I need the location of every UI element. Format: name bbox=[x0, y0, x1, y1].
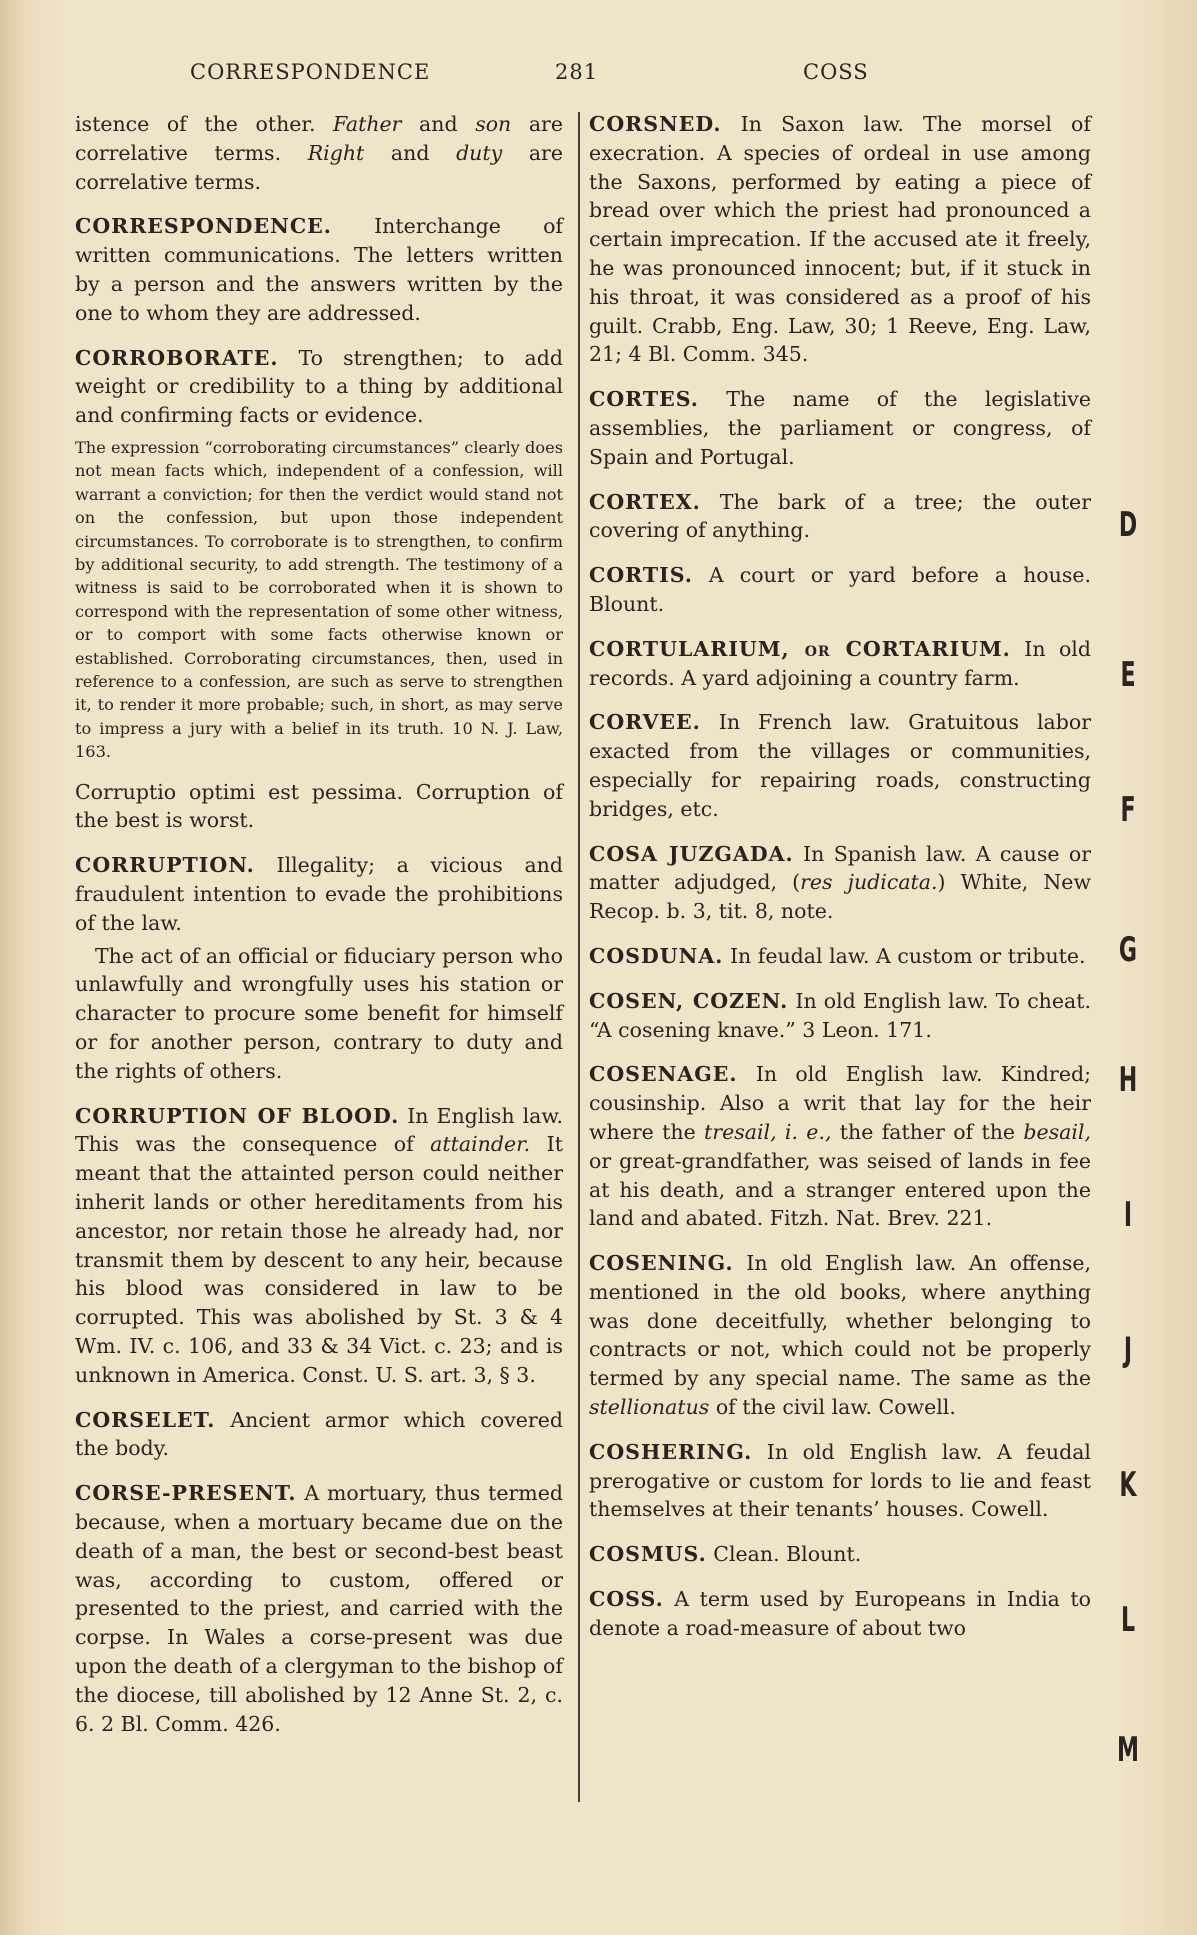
entry-italic: Right bbox=[307, 140, 365, 165]
entry-cortularium bbox=[589, 635, 1091, 693]
entry-definition: In French law. Gratuitous labor exacted from the villages or communities, especially for repairing roads, constructing bridges, etc. bbox=[589, 710, 1091, 821]
entry-definition: A mortuary, thus termed because, when a mortuary became due on the death of a man, the best or second-best beast was, according to custom, offered or presented to the priest, and carried with the corpse. In Wales a corse-present was due upon the death of a clergyman to the bishop of the diocese, till abolished by 12 Anne St. 2, c. 6. 2 Bl. Comm. 426. bbox=[75, 1481, 563, 1736]
entry-headword: CORROBORATE. bbox=[75, 345, 279, 370]
running-head-right: COSS bbox=[803, 60, 869, 84]
running-head bbox=[0, 60, 1197, 90]
entry-text: It meant that the attainted person could neither inherit lands or other hereditaments from his ancestor, nor retain those he already had, nor transmit them by descent to any heir, because his blood was considered in law to be corrupted. This was abolished by St. 3 & 4 Wm. IV. c. 106, and 33 & 34 Vict. c. 23; and is unknown in America. Const. U. S. art. 3, § 3. bbox=[75, 1132, 564, 1387]
entry-definition: To strengthen; to add weight or credibility to a thing by additional and confirming facts or evidence. bbox=[75, 345, 563, 428]
entry-italic: son bbox=[475, 112, 512, 136]
entry-cosduna bbox=[589, 942, 1091, 971]
thumb-tab-e[interactable]: E bbox=[1120, 655, 1136, 695]
entry-headword: COSMUS. bbox=[589, 1542, 707, 1567]
left-column bbox=[75, 110, 563, 1754]
page-number: 281 bbox=[555, 60, 599, 84]
entry-italic: besail, bbox=[1023, 1119, 1092, 1144]
thumb-tab-h[interactable]: H bbox=[1118, 1060, 1138, 1100]
entry-headword: CORTEX. bbox=[589, 489, 701, 514]
entry-definition: In feudal law. A custom or tribute. bbox=[723, 943, 1086, 968]
entry-headword: COSENAGE. bbox=[589, 1062, 738, 1087]
entry-definition: Clean. Blount. bbox=[706, 1542, 862, 1567]
entry-cosa-juzgada bbox=[589, 840, 1091, 926]
entry-headword: CORRUPTION. bbox=[75, 853, 255, 878]
entry-headword: COSS. bbox=[589, 1587, 664, 1612]
entry-text: istence of the other. bbox=[75, 112, 334, 136]
entry-definition: In old English law. A feudal prerogative or custom for lords to lie and feast themselves at their tenants’ houses. Cowell. bbox=[589, 1439, 1091, 1522]
entry-cosen bbox=[589, 987, 1091, 1045]
entry-corvee bbox=[589, 708, 1091, 823]
entry-corse-present bbox=[75, 1479, 563, 1738]
entry-definition: In old records. A yard adjoining a country farm. bbox=[589, 636, 1091, 690]
entry-headword: COSENING. bbox=[589, 1251, 734, 1276]
entry-headword: COSA JUZGADA. bbox=[589, 841, 794, 866]
entry-note: The expression “corroborating circumstances” clearly does not mean facts which, independent of a confession, will warrant a conviction; for then the verdict would stand not on the confession, but upon those independent circumstances. To corroborate is to strengthen, to confirm by additional security, to add strength. The testimony of a witness is said to be corroborated when it is shown to correspond with the representation of some other witness, or to comport with some facts otherwise known or established. Corroborating circumstances, then, used in reference to a confession, are such as serve to strengthen it, to render it more probable; such, in short, as may serve to impress a jury with a belief in its truth. 10 N. J. Law, 163. bbox=[75, 437, 563, 762]
entry-corroborate bbox=[75, 344, 563, 430]
entry-headword: COSDUNA. bbox=[589, 943, 724, 968]
entry-definition: In old English law. To cheat. “A cosening knave.” 3 Leon. 171. bbox=[589, 988, 1091, 1042]
entry-text: or great-grandfather, was seised of lands in fee at his death, and a stranger entered upon the land and abated. Fitzh. Nat. Brev. 221. bbox=[589, 1148, 1091, 1231]
entry-corruption bbox=[75, 851, 563, 937]
entry-headword: CORSELET. bbox=[75, 1407, 216, 1432]
entry-headword: COSHERING. bbox=[589, 1439, 753, 1464]
entry-corruptio bbox=[75, 778, 563, 836]
entry-headword: CORTIS. bbox=[589, 563, 693, 588]
entry-corruption-of-blood bbox=[75, 1102, 563, 1390]
entry-definition: A court or yard before a house. Blount. bbox=[589, 563, 1091, 616]
entry-text: In Spanish law. A cause or matter adjudged, ( bbox=[589, 841, 1091, 895]
entry-headword: COSEN, COZEN. bbox=[589, 988, 789, 1013]
entry-italic: attainder. bbox=[430, 1132, 531, 1157]
entry-definition: In Saxon law. The morsel of execration. A species of ordeal in use among the Saxons, performed by eating a piece of bread over which the priest had pronounced a certain imprecation. If the accused ate it freely, he was pronounced innocent; but, if it stuck in his throat, it was considered as a proof of his guilt. Crabb, Eng. Law, 30; 1 Reeve, Eng. Law, 21; 4 Bl. Comm. 345. bbox=[589, 112, 1091, 367]
entry-corselet bbox=[75, 1406, 563, 1464]
entry-headword: CORRESPONDENCE. bbox=[75, 214, 332, 239]
entry-coss bbox=[589, 1585, 1091, 1643]
entry-definition: The bark of a tree; the outer covering of anything. bbox=[589, 489, 1091, 543]
entry-definition: Interchange of written communications. The letters written by a person and the answers written by the one to whom they are addressed. bbox=[75, 214, 563, 325]
entry-text: In old English law. An offense, mentioned in the old books, where anything was done deceitfully, whether belonging to contracts or not, which could not be properly termed by any special name. The same as the bbox=[589, 1251, 1091, 1391]
entry-cortis bbox=[589, 561, 1091, 619]
entry-cosening bbox=[589, 1249, 1091, 1422]
entry-continuation bbox=[75, 110, 563, 196]
entry-text: are correlative terms. bbox=[75, 140, 563, 194]
entry-headword: CORRUPTION OF BLOOD. bbox=[75, 1103, 400, 1128]
entry-definition: The name of the legislative assemblies, the parliament or congress, of Spain and Portugal. bbox=[589, 387, 1091, 469]
entry-text: In English law. This was the consequence of bbox=[75, 1103, 563, 1157]
thumb-tab-g[interactable]: G bbox=[1118, 930, 1138, 970]
thumb-tab-f[interactable]: F bbox=[1120, 790, 1136, 830]
thumb-tab-d[interactable]: D bbox=[1118, 505, 1138, 545]
right-column bbox=[589, 110, 1091, 1659]
entry-text: ) White, New Recop. b. 3, tit. 8, note. bbox=[589, 870, 1091, 924]
entry-italic: tresail, i. e., bbox=[704, 1119, 832, 1144]
entry-headword: CORTULARIUM, or CORTARIUM. bbox=[589, 636, 1011, 661]
entry-coshering bbox=[589, 1438, 1091, 1524]
entry-correspondence bbox=[75, 212, 563, 327]
entry-cosenage bbox=[589, 1060, 1091, 1233]
thumb-tab-i[interactable]: I bbox=[1123, 1195, 1133, 1235]
entry-headword: CORSE-PRESENT. bbox=[75, 1481, 297, 1506]
entry-definition: Illegality; a vicious and fraudulent intention to evade the prohibitions of the law. bbox=[75, 853, 563, 935]
entry-corsned bbox=[589, 110, 1091, 369]
entry-headword: CORSNED. bbox=[589, 112, 722, 136]
entry-italic: Father bbox=[333, 112, 402, 136]
entry-text: and bbox=[364, 140, 457, 165]
entry-italic: res judicata. bbox=[800, 870, 938, 895]
entry-headword: CORVEE. bbox=[589, 710, 701, 735]
entry-text: of the civil law. Cowell. bbox=[709, 1395, 956, 1420]
entry-maxim: Corruptio optimi est pessima. bbox=[75, 779, 403, 804]
entry-cosmus bbox=[589, 1540, 1091, 1569]
entry-cortex bbox=[589, 488, 1091, 546]
entry-definition: Corruption of the best is worst. bbox=[75, 779, 563, 833]
entry-definition: A term used by Europeans in India to denote a road-measure of about two bbox=[589, 1587, 1091, 1640]
entry-text: and bbox=[401, 112, 476, 136]
thumb-tab-m[interactable]: M bbox=[1117, 1730, 1139, 1770]
thumb-tab-l[interactable]: L bbox=[1120, 1600, 1136, 1640]
entry-text: the father of the bbox=[831, 1119, 1024, 1144]
entry-italic: stellionatus bbox=[589, 1395, 710, 1420]
entry-headword: CORTES. bbox=[589, 387, 699, 412]
entry-cortes bbox=[589, 385, 1091, 471]
column-divider bbox=[578, 112, 580, 1802]
entry-italic: duty bbox=[456, 140, 503, 165]
entry-text: are correlative terms. bbox=[75, 112, 563, 165]
entry-corruption-cont: The act of an official or fiduciary person who unlawfully and wrongfully uses his station or character to procure some benefit for himself or for another person, contrary to duty and the rights of others. bbox=[75, 943, 563, 1083]
thumb-tab-j[interactable]: J bbox=[1123, 1330, 1133, 1370]
running-head-left: CORRESPONDENCE bbox=[190, 60, 431, 84]
thumb-tab-k[interactable]: K bbox=[1119, 1465, 1137, 1505]
entry-definition: Ancient armor which covered the body. bbox=[75, 1407, 563, 1461]
entry-text: In old English law. Kindred; cousinship. Also a writ that lay for the heir where the bbox=[589, 1062, 1091, 1144]
